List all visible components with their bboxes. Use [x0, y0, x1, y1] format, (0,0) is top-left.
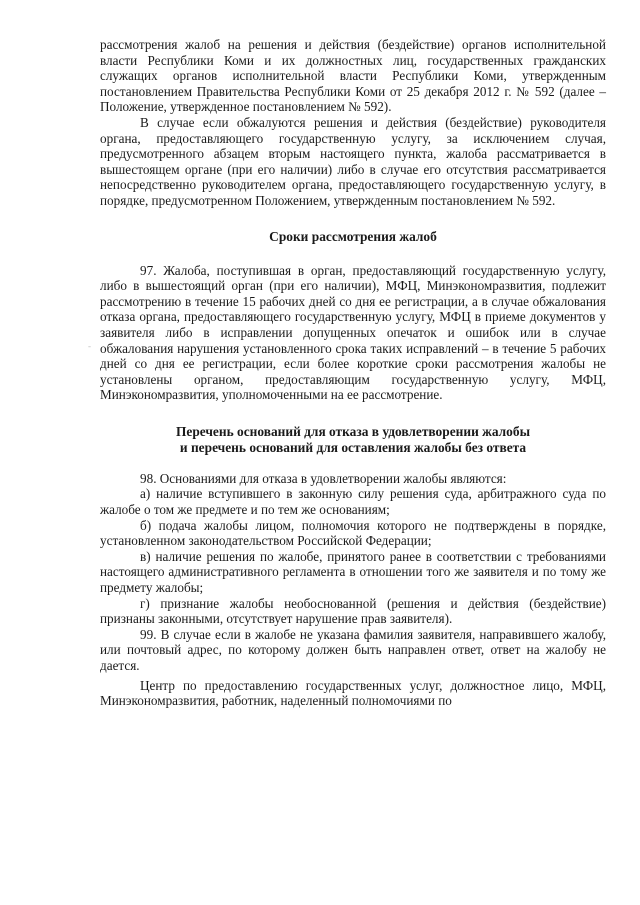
- paragraph-97: 97. Жалоба, поступившая в орган, предоставляющий государственную услугу, либо в вышестоящий орган (при его наличии), МФЦ, Минэкономразвития, подлежит рассмотрению в течение 15 рабочих дней со дня ее регистрации, а в случае обжалования отказа органа, предоставляющего государственную услугу, МФЦ в приеме документов у заявителя либо в исправлении допущенных опечаток и ошибок или в случае обжалования нарушения установленного срока таких исправлений – в течение 5 рабочих дней со дня ее регистрации, если более короткие сроки рассмотрения жалобы не установлены органом, предоставляющим государственную услугу, МФЦ, Минэкономразвития, уполномоченными на ее рассмотрение.: [100, 262, 606, 403]
- paragraph-continuation: рассмотрения жалоб на решения и действия (бездействие) органов исполнительной власти Республики Коми и их должностных лиц, государственных гражданских служащих органов исполнительной власти Республики Коми, утвержденным постановлением Правительства Республики Коми от 25 декабря 2012 г. № 592 (далее – Положение, утвержденное постановлением № 592).: [100, 37, 606, 115]
- document-page: [100, 37, 606, 709]
- heading-review-deadlines: Сроки рассмотрения жалоб: [269, 228, 437, 244]
- paragraph-99: 99. В случае если в жалобе не указана фамилия заявителя, направившего жалобу, или почтовый адрес, по которому должен быть направлен ответ, ответ на жалобу не дается.: [100, 626, 606, 673]
- heading-grounds-line-2: и перечень оснований для оставления жалобы без ответа: [179, 439, 527, 455]
- heading-grounds-line-1: Перечень оснований для отказа в удовлетворении жалобы: [175, 423, 531, 439]
- paragraph-last: Центр по предоставлению государственных услуг, должностное лицо, МФЦ, Минэкономразвития, работник, наделенный полномочиями по: [100, 677, 606, 709]
- list-item-a: а) наличие вступившего в законную силу решения суда, арбитражного суда по жалобе о том же предмете и по тем же основаниям;: [100, 486, 606, 518]
- list-item-b: б) подача жалобы лицом, полномочия которого не подтверждены в порядке, установленном законодательством Российской Федерации;: [100, 517, 606, 549]
- margin-mark: -: [88, 341, 91, 351]
- paragraph-head-of-organ: В случае если обжалуются решения и действия (бездействие) руководителя органа, предоставляющего государственную услугу, за исключением случая, предусмотренного абзацем вторым настоящего пункта, жалоба рассматривается в вышестоящем органе (при его наличии) либо в случае его отсутствия рассматривается непосредственно руководителем органа, предоставляющего государственную услугу, в порядке, предусмотренном Положением, утвержденным постановлением № 592.: [100, 114, 606, 208]
- paragraph-98: 98. Основаниями для отказа в удовлетворении жалобы являются:: [140, 470, 507, 486]
- heading-grounds-for-refusal: [100, 424, 606, 456]
- list-item-g: г) признание жалобы необоснованной (решения и действия (бездействие) признаны законными, отсутствует нарушение прав заявителя).: [100, 595, 606, 627]
- list-item-v: в) наличие решения по жалобе, принятого ранее в соответствии с требованиями настоящего административного регламента в отношении того же заявителя и по тому же предмету жалобы;: [100, 548, 606, 596]
